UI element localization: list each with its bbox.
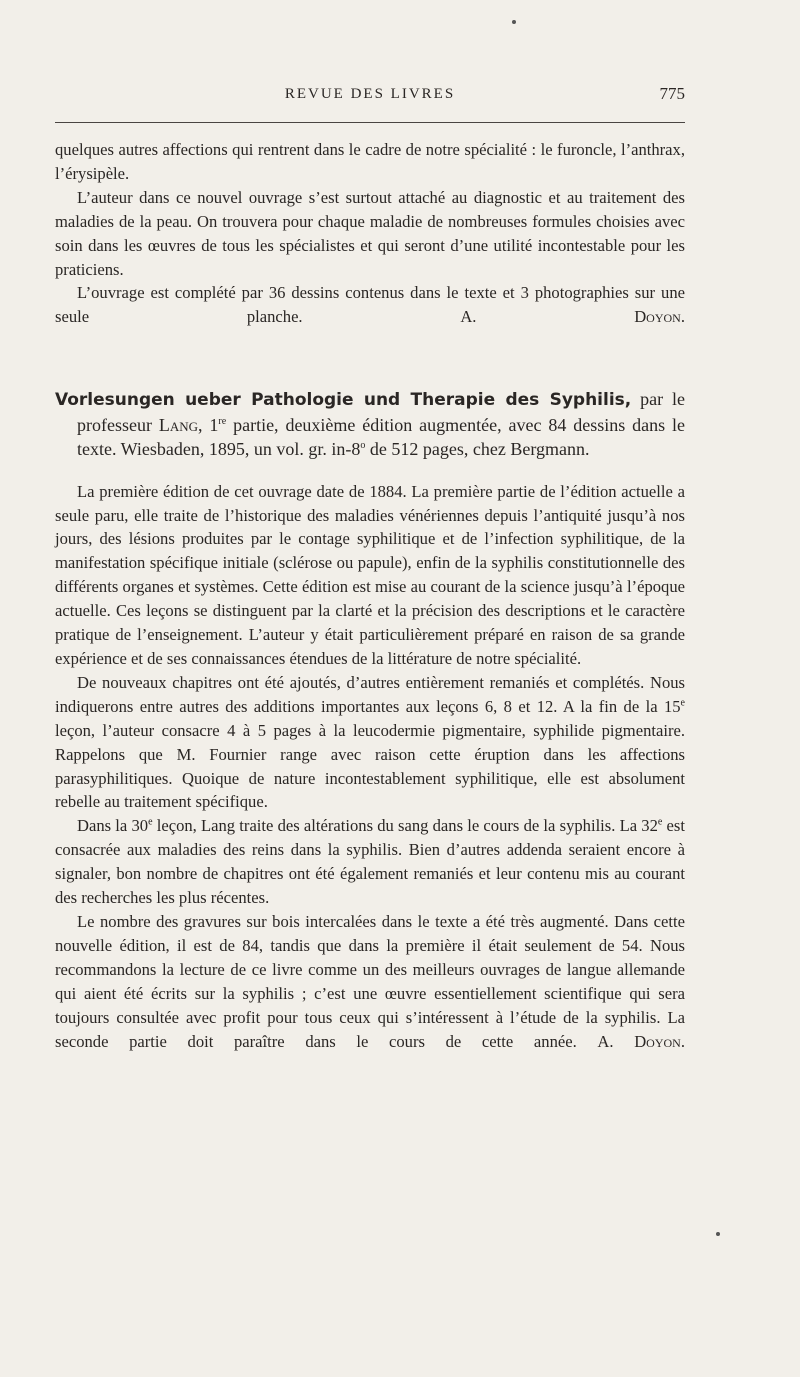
review-paragraph-3-b: leçon, Lang traite des altérations du sang dans le cours de la syphilis. La 32 — [152, 816, 658, 836]
review-paragraph-3-c: est consacrée aux maladies des reins dans la syphilis. Bien d’autres addenda seraient encore à signaler, bon nombre de chapitres ont été également remaniés et leur contenu mis au courant des recherches les plus récentes. — [55, 816, 685, 908]
review-paragraph-3-sup-2: e — [657, 816, 663, 828]
review-paragraph-2 — [55, 671, 685, 814]
intro-signature: A. Doyon. — [460, 307, 685, 327]
paper-speck — [512, 20, 516, 24]
header-rule — [55, 122, 685, 123]
review-heading-part-d: de 512 pages, chez Bergmann. — [365, 439, 590, 460]
running-head — [55, 80, 685, 108]
intro-paragraph-2: L’auteur dans ce nouvel ouvrage s’est surtout attaché au diagnostic et au traitement des maladies de la peau. On trouvera pour chaque maladie de nombreuses formules choisies avec soin dans les œuvres de tous les spécialistes et qui seront d’une utilité incontestable pour les praticiens. — [55, 187, 685, 279]
running-title: REVUE DES LIVRES — [284, 86, 456, 102]
paper-speck — [716, 1232, 720, 1236]
review-paragraph-1: La première édition de cet ouvrage date de 1884. La première partie de l’édition actuelle a seule paru, elle traite de l’historique des maladies vénériennes depuis l’antiquité jusqu’à nos jours, des lésions produites par le contage syphilitique et de l’infection syphilitique, de la manifestation spécifique initiale (sclérose ou papule), enfin de la syphilis constitutionnelle des différents organes et systèmes. Cette édition est mise au courant de la science jusqu’à l’époque actuelle. Ces leçons se distinguent par la clarté et la précision des descriptions et le caractère pratique de l’enseignement. L’auteur y était particulièrement préparé en raison de sa grande expérience et de ses connaissances étendues de la littérature de notre spécialité. — [55, 481, 685, 668]
review-paragraph-2-b: leçon, l’auteur consacre 4 à 5 pages à la leucodermie pigmentaire, syphilide pigmentaire. Rappelons que M. Fournier range avec raison cette éruption dans les affections parasyphilitiques. Quoique de nature incontestablement syphilitique, elle est absolument rebelle au traitement spécifique. — [55, 720, 685, 812]
review-paragraph-4-text: Le nombre des gravures sur bois intercalées dans le texte a été très augmenté. Dans cette nouvelle édition, il est de 84, tandis que dans la première il était seulement de 54. Nous recommandons la lecture de ce livre comme un des meilleurs ouvrages de langue allemande qui aient été écrits sur la syphilis ; c’est une œuvre essentiellement scientifique qui sera toujours consultée avec profit pour tous ceux qui s’intéressent à l’étude de la syphilis. La seconde partie doit paraître dans le cours de cette année. — [55, 911, 685, 1051]
book-title: Vorlesungen ueber Pathologie und Therapie des Syphilis, — [55, 390, 632, 411]
intro-paragraph-3-text: L’ouvrage est complété par 36 dessins contenus dans le texte et 3 photographies sur une seule planche. — [55, 283, 685, 327]
review-heading-part-b: , 1 — [198, 414, 219, 435]
review-paragraph-3-sup-1: e — [148, 816, 153, 828]
review-paragraph-3 — [55, 814, 685, 910]
intro-paragraph-1: quelques autres affections qui rentrent dans le cadre de notre spécialité : le furoncle, l’anthrax, l’érysipèle. — [55, 140, 685, 183]
review-heading-degree: o — [360, 440, 366, 452]
review-heading-part-c: partie, deuxième édition augmentée, avec 84 dessins dans le texte. Wiesbaden, 1895, un vol. gr. in-8 — [77, 414, 685, 460]
review-paragraph-3-a: Dans la 30 — [77, 816, 149, 836]
intro-section — [55, 138, 685, 353]
review-signature: A. Doyon. — [597, 1031, 685, 1051]
review-heading-sup: re — [218, 415, 227, 427]
review-paragraph-4 — [55, 910, 685, 1077]
intro-paragraph-3 — [55, 281, 685, 353]
review-body — [55, 480, 685, 1078]
review-heading-part-a: par le professeur — [77, 389, 685, 435]
page-number: 775 — [659, 84, 685, 103]
review-author: Lang — [158, 414, 199, 435]
review-heading — [55, 387, 685, 462]
review-paragraph-2-a: De nouveaux chapitres ont été ajoutés, d’autres entièrement remaniés et complétés. Nous indiquerons entre autres des additions importantes aux leçons 6, 8 et 12. A la fin de la 15 — [55, 672, 685, 716]
page — [55, 80, 685, 1077]
review-paragraph-2-sup: e — [680, 697, 685, 709]
